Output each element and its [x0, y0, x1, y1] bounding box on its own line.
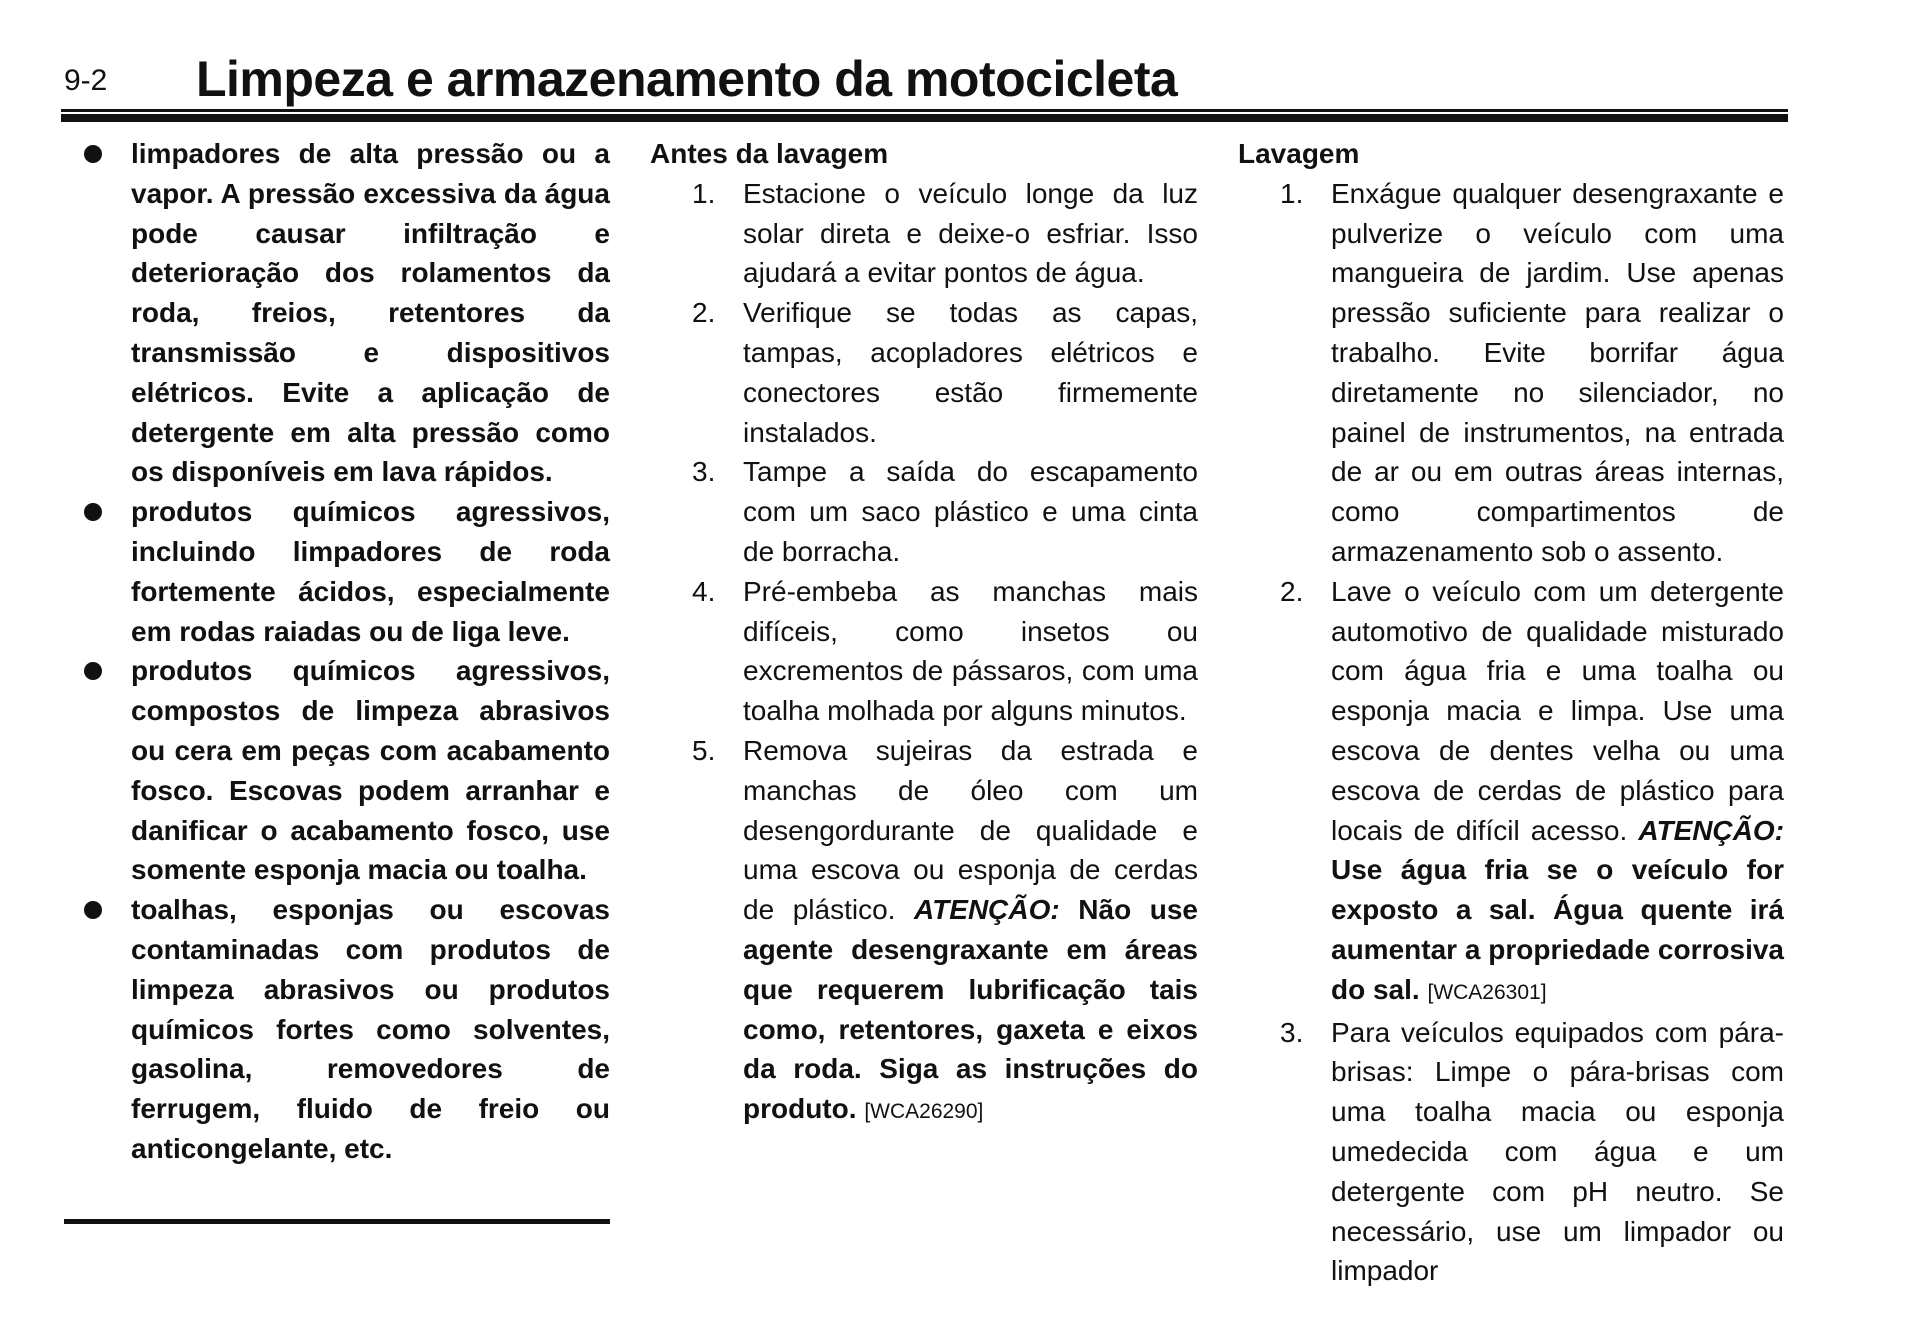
item-number: 3. [692, 456, 716, 488]
bullet-text: limpadores de alta pressão ou a vapor. A pressão excessiva da água pode causar infiltração e deterioração dos rolamentos da roda, freios, retentores da transmissão e dispositivos elétricos. Evite a aplicação de detergente em alta pressão como os disponíveis em lava rápidos. [131, 138, 610, 488]
header-rule-thin [61, 109, 1788, 112]
warning-text: Use água fria se o veículo for exposto a sal. Água quente irá aumentar a propriedade corrosiva do sal. [1331, 854, 1784, 1005]
bullet-item [80, 651, 610, 890]
list-item [650, 293, 1198, 452]
section-heading-before-washing: Antes da lavagem [650, 138, 889, 169]
list-item [650, 452, 1198, 571]
bullet-icon [84, 503, 102, 521]
item-text: Enxágue qualquer desengraxante e pulverize o veículo com uma mangueira de jardim. Use apenas pressão suficiente para realizar o trabalho. Evite borrifar água diretamente no silenciador, no painel de instrumentos, na entrada de ar ou em outras áreas internas, como compartimentos de armazenamento sob o assento. [1331, 177, 1784, 567]
item-text: Verifique se todas as capas, tampas, acopladores elétricos e conectores estão firmemente instalados. [743, 297, 1198, 448]
list-item [1238, 1013, 1784, 1292]
item-text: Pré-embeba as manchas mais difíceis, como insetos ou excrementos de pássaros, com uma toalha molhada por alguns minutos. [743, 575, 1198, 727]
item-text: Remova sujeiras da estrada e manchas de óleo com um desengordurante de qualidade e uma escova ou esponja de cerdas de plástico. [743, 734, 1198, 926]
bullet-text: toalhas, esponjas ou escovas contaminadas com produtos de limpeza abrasivos ou produtos químicos fortes como solventes, gasolina, removedores de ferrugem, fluido de freio ou anticongelante, etc. [131, 894, 610, 1164]
list-item [650, 731, 1198, 1132]
item-number: 4. [692, 575, 716, 607]
bullet-icon [84, 145, 102, 163]
page-number: 9-2 [64, 64, 108, 97]
item-number: 2. [1280, 575, 1304, 607]
warning-code: [WCA26301] [1427, 980, 1547, 1004]
item-text: Lave o veículo com um detergente automotivo de qualidade misturado com água fria e uma toalha ou esponja macia e limpa. Use uma escova de dentes velha ou uma escova de cerdas de plástico para locais de difícil acesso. [1331, 575, 1784, 846]
column-1 [80, 134, 610, 1169]
item-text: Estacione o veículo longe da luz solar direta e deixe-o esfriar. Isso ajudará a evitar pontos de água. [743, 177, 1198, 289]
bullet-text: produtos químicos agressivos, compostos de limpeza abrasivos ou cera em peças com acabamento fosco. Escovas podem arranhar e danificar o acabamento fosco, use somente esponja macia ou toalha. [131, 655, 610, 886]
bullet-item [80, 890, 610, 1169]
item-text: Para veículos equipados com pára-brisas: Limpe o pára-brisas com uma toalha macia ou esponja umedecida com água e um detergente com pH neutro. Se necessário, use um limpador ou limpador [1331, 1016, 1784, 1287]
warning-text: Não use agente desengraxante em áreas que requerem lubrificação tais como, retentores, gaxeta e eixos da roda. Siga as instruções do produto. [743, 894, 1198, 1125]
warning-code: [WCA26290] [864, 1100, 984, 1124]
item-text: Tampe a saída do escapamento com um saco plástico e uma cinta de borracha. [743, 456, 1198, 567]
item-number: 3. [1280, 1016, 1304, 1048]
column-3 [1238, 134, 1784, 1291]
list-item [1238, 572, 1784, 1013]
bullet-icon [84, 901, 102, 919]
bullet-item [80, 492, 610, 651]
item-number: 5. [692, 734, 716, 766]
list-item [650, 572, 1198, 731]
column-2 [650, 134, 1198, 1132]
item-number: 2. [692, 297, 716, 329]
item-number: 1. [692, 177, 716, 209]
bullet-icon [84, 662, 102, 680]
warning-label: ATENÇÃO: [1638, 814, 1785, 846]
section-heading-washing: Lavagem [1238, 138, 1360, 169]
bullet-item [80, 134, 610, 492]
page-title: Limpeza e armazenamento da motocicleta [196, 51, 1178, 107]
warning-label: ATENÇÃO: [914, 894, 1060, 926]
column-end-rule [64, 1219, 610, 1224]
item-number: 1. [1280, 177, 1304, 209]
warning [743, 894, 1198, 1124]
header-rule-thick [61, 114, 1788, 122]
bullet-text: produtos químicos agressivos, incluindo limpadores de roda fortemente ácidos, especialmente em rodas raiadas ou de liga leve. [131, 496, 610, 647]
list-item [650, 174, 1198, 293]
list-item [1238, 174, 1784, 572]
